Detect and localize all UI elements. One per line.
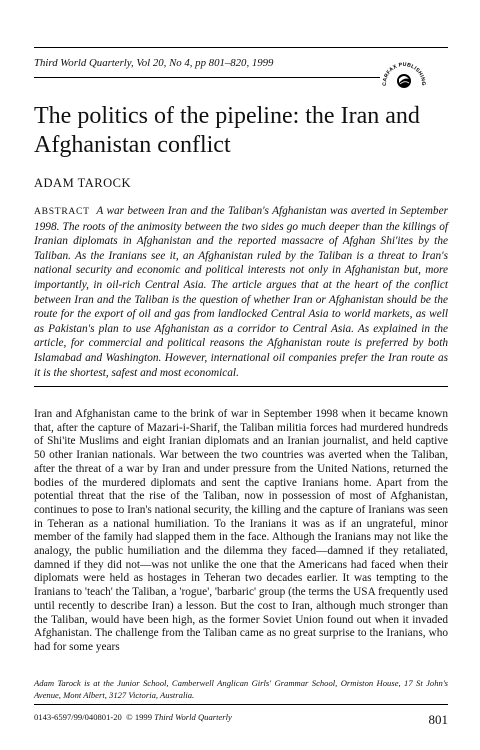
issn: 0143-6597/99/040801-20 [34,712,122,722]
abstract [34,204,448,380]
body-paragraph: Iran and Afghanistan came to the brink of war in September 1998 when it became known that, after the capture of Mazari-i-Sharif, the Taliban militia forces had murdered hundreds of Shi'ite Muslims and eight Iranian diplomats and an Iranian journalist, and held captive 50 other Iranian nationals. War between the two countries was averted when the Taliban, after the threat of a war by Iran and under pressure from the United Nations, returned the bodies of the murdered diplomats and sent the captive Iranians home. Apart from the potential threat that the rise of the Taliban, now in possession of most of Afghanistan, continues to pose to Iran's national security, the killing and the capture of Iranians was seen in Teheran as a national humiliation. To the Iranians it was as if an ungrateful, minor member of the family had slapped them in the face. Although the Iranians may not like the analogy, the public humiliation and the dilemma they faced—damned if they retaliated, damned if they did not—was not unlike the one that the Americans had faced when their diplomats were held as hostages in Teheran two decades earlier. It was tempting to the Iranians to 'teach' the Taliban, a 'rogue', 'barbaric' group (the terms the USA frequently used until recently to describe Iran) a lesson. But the cost to Iran, although much stronger than the Taliban, would have been high, as the former Soviet Union found out when it invaded Afghanistan. The challenge from the Taliban came as no great surprise to the Iranians, who had for some years [34,408,448,653]
page-number: 801 [428,712,448,727]
abstract-label: ABSTRACT [34,206,90,217]
journal-reference: Third World Quarterly, Vol 20, No 4, pp 801–820, 1999 [34,57,274,69]
footer-journal: Third World Quarterly [154,712,232,722]
header-top-rule [34,47,448,48]
author-name: ADAM TAROCK [34,176,131,190]
publisher-logo-text: CARFAX PUBLISHING [381,61,427,86]
abstract-text: A war between Iran and the Taliban's Afghanistan was averted in September 1998. The roots of the animosity between the two sides go much deeper than the killings of Iranian diplomats in Afghanistan and the reported massacre of Afghan Shi'ites by the Taliban. As the Iranians see it, an Afghanistan ruled by the Taliban is a threat to Iran's national security and economic and political interests not only in Afghanistan but, more importantly, in oil-rich Central Asia. The article argues that at the heart of the conflict between Iran and the Taliban is the question of whether Iran or Afghanistan should be the route for the export of oil and gas from landlocked Central Asia to world markets, as well as Pakistan's plan to use Afghanistan as a corridor to Central Asia. As explained in the article, for commercial and political reasons the Afghanistan route is preferred by both Islamabad and Washington. However, international oil companies prefer the Iran route as it is the shortest, safest and most economical. [34,205,448,379]
header-bottom-rule [34,77,380,78]
copyright-year: © 1999 [126,712,153,722]
author-affiliation-note: Adam Tarock is at the Junior School, Camberwell Anglican Girls' Grammar School, Ormiston House, 17 St John's Avenue, Mont Albert, 3127 Victoria, Australia. [34,678,448,700]
footer-rule [34,704,448,705]
publisher-logo-icon [374,50,434,90]
footer-copyright [34,712,448,722]
article-title: The politics of the pipeline: the Iran and Afghanistan conflict [34,103,420,158]
abstract-divider [34,386,448,387]
journal-page [34,0,448,750]
